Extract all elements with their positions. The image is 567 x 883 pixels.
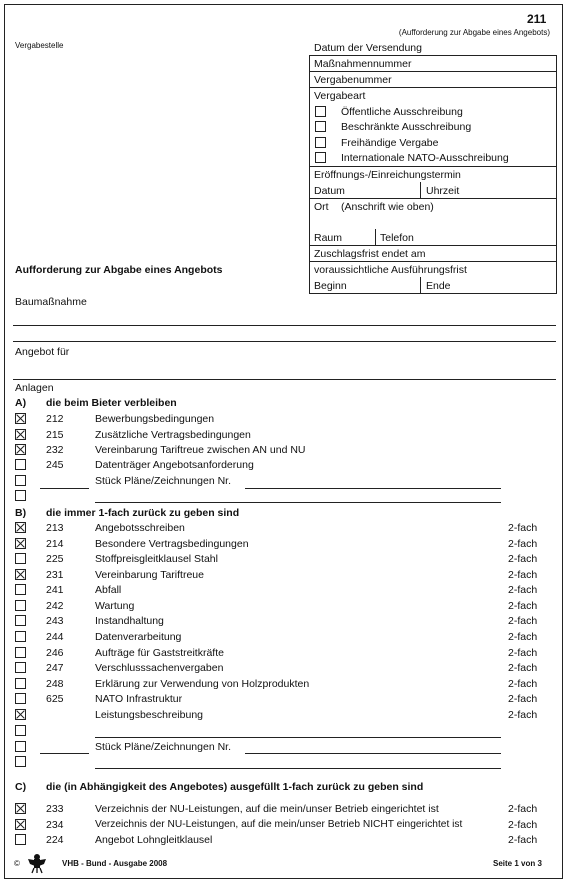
item-label: Besondere Vertragsbedingungen <box>95 538 249 550</box>
checkbox-248[interactable] <box>15 678 26 689</box>
checkbox-215[interactable] <box>15 429 26 440</box>
divider <box>309 198 557 199</box>
item-copies: 2-fach <box>508 615 538 627</box>
item-label: Datenträger Angebotsanforderung <box>95 459 254 471</box>
plans-label: Stück Pläne/Zeichnungen Nr. <box>95 741 231 753</box>
item-label: Abfall <box>95 584 122 596</box>
item-copies: 2-fach <box>508 553 538 565</box>
item-copies: 2-fach <box>508 631 538 643</box>
item-copies: 2-fach <box>508 522 538 534</box>
divider <box>309 166 557 167</box>
section-b-letter: B) <box>15 507 27 519</box>
item-copies: 2-fach <box>508 662 538 674</box>
item-number: 234 <box>46 819 64 831</box>
raum-field[interactable]: Raum <box>314 232 343 244</box>
extra-input-line[interactable] <box>95 502 501 503</box>
checkbox-extra-b1[interactable] <box>15 725 26 736</box>
item-number: 214 <box>46 538 64 550</box>
item-number: 242 <box>46 600 64 612</box>
item-number: 241 <box>46 584 64 596</box>
item-copies: 2-fach <box>508 693 538 705</box>
zuschlagsfrist-field[interactable]: Zuschlagsfrist endet am <box>314 248 426 260</box>
vergabenummer-field[interactable]: Vergabenummer <box>314 74 392 86</box>
section-c-title: die (in Abhängigkeit des Angebotes) ausgefüllt 1-fach zurück zu geben sind <box>46 781 424 793</box>
item-copies: 2-fach <box>508 678 538 690</box>
item-label: Angebotsschreiben <box>95 522 185 534</box>
item-label: Verzeichnis der NU-Leistungen, auf die mein/unser Betrieb eingerichtet ist <box>95 803 439 815</box>
extra-input-line[interactable] <box>95 768 501 769</box>
angebot-fuer-input-line[interactable] <box>13 379 556 380</box>
baumassnahme-input-line[interactable] <box>13 325 556 326</box>
page-title: Aufforderung zur Abgabe eines Angebots <box>15 264 223 276</box>
checkbox-plans-a[interactable] <box>15 475 26 486</box>
section-b-title: die immer 1-fach zurück zu geben sind <box>46 507 240 519</box>
massnahmennummer-field[interactable]: Maßnahmennummer <box>314 58 412 70</box>
checkbox-extra-b2[interactable] <box>15 756 26 767</box>
vergabestelle-label: Vergabestelle <box>15 41 64 50</box>
beginn-field[interactable]: Beginn <box>314 280 347 292</box>
footer-text: VHB - Bund - Ausgabe 2008 <box>62 859 168 868</box>
checkbox-231[interactable] <box>15 569 26 580</box>
checkbox-213[interactable] <box>15 522 26 533</box>
checkbox-freihaendige[interactable] <box>315 137 326 148</box>
checkbox-oeffentliche[interactable] <box>315 106 326 117</box>
item-label: NATO Infrastruktur <box>95 693 183 705</box>
item-number: 212 <box>46 413 64 425</box>
divider <box>309 87 557 88</box>
checkbox-234[interactable] <box>15 819 26 830</box>
checkbox-224[interactable] <box>15 834 26 845</box>
anlagen-label: Anlagen <box>15 382 54 394</box>
option-label: Freihändige Vergabe <box>341 137 439 149</box>
option-label: Internationale NATO-Ausschreibung <box>341 152 509 164</box>
item-number: 625 <box>46 693 64 705</box>
item-label: Wartung <box>95 600 135 612</box>
divider <box>309 245 557 246</box>
datum-versendung-label: Datum der Versendung <box>314 42 422 54</box>
checkbox-233[interactable] <box>15 803 26 814</box>
item-copies: 2-fach <box>508 584 538 596</box>
item-number: 232 <box>46 444 64 456</box>
item-label: Datenverarbeitung <box>95 631 182 643</box>
checkbox-246[interactable] <box>15 647 26 658</box>
item-label: Vereinbarung Tariftreue zwischen AN und NU <box>95 444 306 456</box>
item-copies: 2-fach <box>508 834 538 846</box>
ende-field[interactable]: Ende <box>426 280 451 292</box>
checkbox-leistungsbeschreibung[interactable] <box>15 709 26 720</box>
vergabeart-label: Vergabeart <box>314 90 366 102</box>
item-number: 233 <box>46 803 64 815</box>
option-label: Öffentliche Ausschreibung <box>341 106 463 118</box>
ausfuehrungsfrist-label: voraussichtliche Ausführungsfrist <box>314 264 467 276</box>
item-number: 213 <box>46 522 64 534</box>
checkbox-241[interactable] <box>15 584 26 595</box>
baumassnahme-label: Baumaßnahme <box>15 296 87 308</box>
checkbox-225[interactable] <box>15 553 26 564</box>
checkbox-243[interactable] <box>15 615 26 626</box>
plans-count-line[interactable] <box>40 488 89 489</box>
divider <box>420 182 421 198</box>
copyright: © <box>14 859 20 868</box>
item-label: Vereinbarung Tariftreue <box>95 569 204 581</box>
checkbox-245[interactable] <box>15 459 26 470</box>
ort-field[interactable]: Ort <box>314 201 329 213</box>
item-number: 244 <box>46 631 64 643</box>
divider <box>309 71 557 72</box>
option-label: Beschränkte Ausschreibung <box>341 121 472 133</box>
item-label: Instandhaltung <box>95 615 164 627</box>
page-number: Seite 1 von 3 <box>493 859 542 868</box>
plans-number-line[interactable] <box>245 753 501 754</box>
item-number: 215 <box>46 429 64 441</box>
extra-input-line[interactable] <box>95 737 501 738</box>
item-copies: 2-fach <box>508 819 538 831</box>
item-label: Leistungsbeschreibung <box>95 709 203 721</box>
item-label: Erklärung zur Verwendung von Holzprodukten <box>95 678 310 690</box>
angebot-fuer-label: Angebot für <box>15 346 70 358</box>
federal-eagle-icon <box>26 852 48 874</box>
plans-label: Stück Pläne/Zeichnungen Nr. <box>95 475 231 487</box>
item-copies: 2-fach <box>508 569 538 581</box>
item-number: 231 <box>46 569 64 581</box>
checkbox-beschraenkte[interactable] <box>315 121 326 132</box>
checkbox-nato[interactable] <box>315 152 326 163</box>
checkbox-extra-a[interactable] <box>15 490 26 501</box>
checkbox-244[interactable] <box>15 631 26 642</box>
item-number: 245 <box>46 459 64 471</box>
section-c-letter: C) <box>15 781 27 793</box>
item-label: Stoffpreisgleitklausel Stahl <box>95 553 218 565</box>
item-number: 248 <box>46 678 64 690</box>
checkbox-625[interactable] <box>15 693 26 704</box>
form-subtitle: (Aufforderung zur Abgabe eines Angebots) <box>398 28 550 37</box>
item-label: Bewerbungsbedingungen <box>95 413 215 425</box>
item-label: Zusätzliche Vertragsbedingungen <box>95 429 251 441</box>
plans-number-line[interactable] <box>245 488 501 489</box>
form-number: 211 <box>527 12 547 26</box>
section-a-title: die beim Bieter verbleiben <box>46 397 177 409</box>
item-label: Verzeichnis der NU-Leistungen, auf die mein/unser Betrieb NICHT eingerichtet ist <box>95 819 463 830</box>
uhrzeit-field[interactable]: Uhrzeit <box>426 185 460 197</box>
datum-field[interactable]: Datum <box>314 185 345 197</box>
checkbox-plans-b[interactable] <box>15 741 26 752</box>
item-number: 224 <box>46 834 64 846</box>
eroeffnung-label: Eröffnungs-/Einreichungstermin <box>314 169 461 181</box>
item-copies: 2-fach <box>508 538 538 550</box>
divider <box>375 229 376 245</box>
plans-count-line[interactable] <box>40 753 89 754</box>
item-number: 243 <box>46 615 64 627</box>
item-number: 246 <box>46 647 64 659</box>
item-label: Aufträge für Gaststreitkräfte <box>95 647 224 659</box>
item-number: 225 <box>46 553 64 565</box>
divider <box>13 341 556 342</box>
item-label: Verschlusssachenvergaben <box>95 662 224 674</box>
telefon-field[interactable]: Telefon <box>380 232 414 244</box>
item-copies: 2-fach <box>508 709 538 721</box>
item-copies: 2-fach <box>508 600 538 612</box>
checkbox-214[interactable] <box>15 538 26 549</box>
section-a-letter: A) <box>15 397 27 409</box>
checkbox-212[interactable] <box>15 413 26 424</box>
divider <box>420 277 421 294</box>
item-label: Angebot Lohngleitklausel <box>95 834 213 846</box>
ort-note: (Anschrift wie oben) <box>341 201 434 213</box>
checkbox-242[interactable] <box>15 600 26 611</box>
checkbox-232[interactable] <box>15 444 26 455</box>
item-copies: 2-fach <box>508 803 538 815</box>
checkbox-247[interactable] <box>15 662 26 673</box>
item-number: 247 <box>46 662 64 674</box>
item-copies: 2-fach <box>508 647 538 659</box>
divider <box>309 261 557 262</box>
